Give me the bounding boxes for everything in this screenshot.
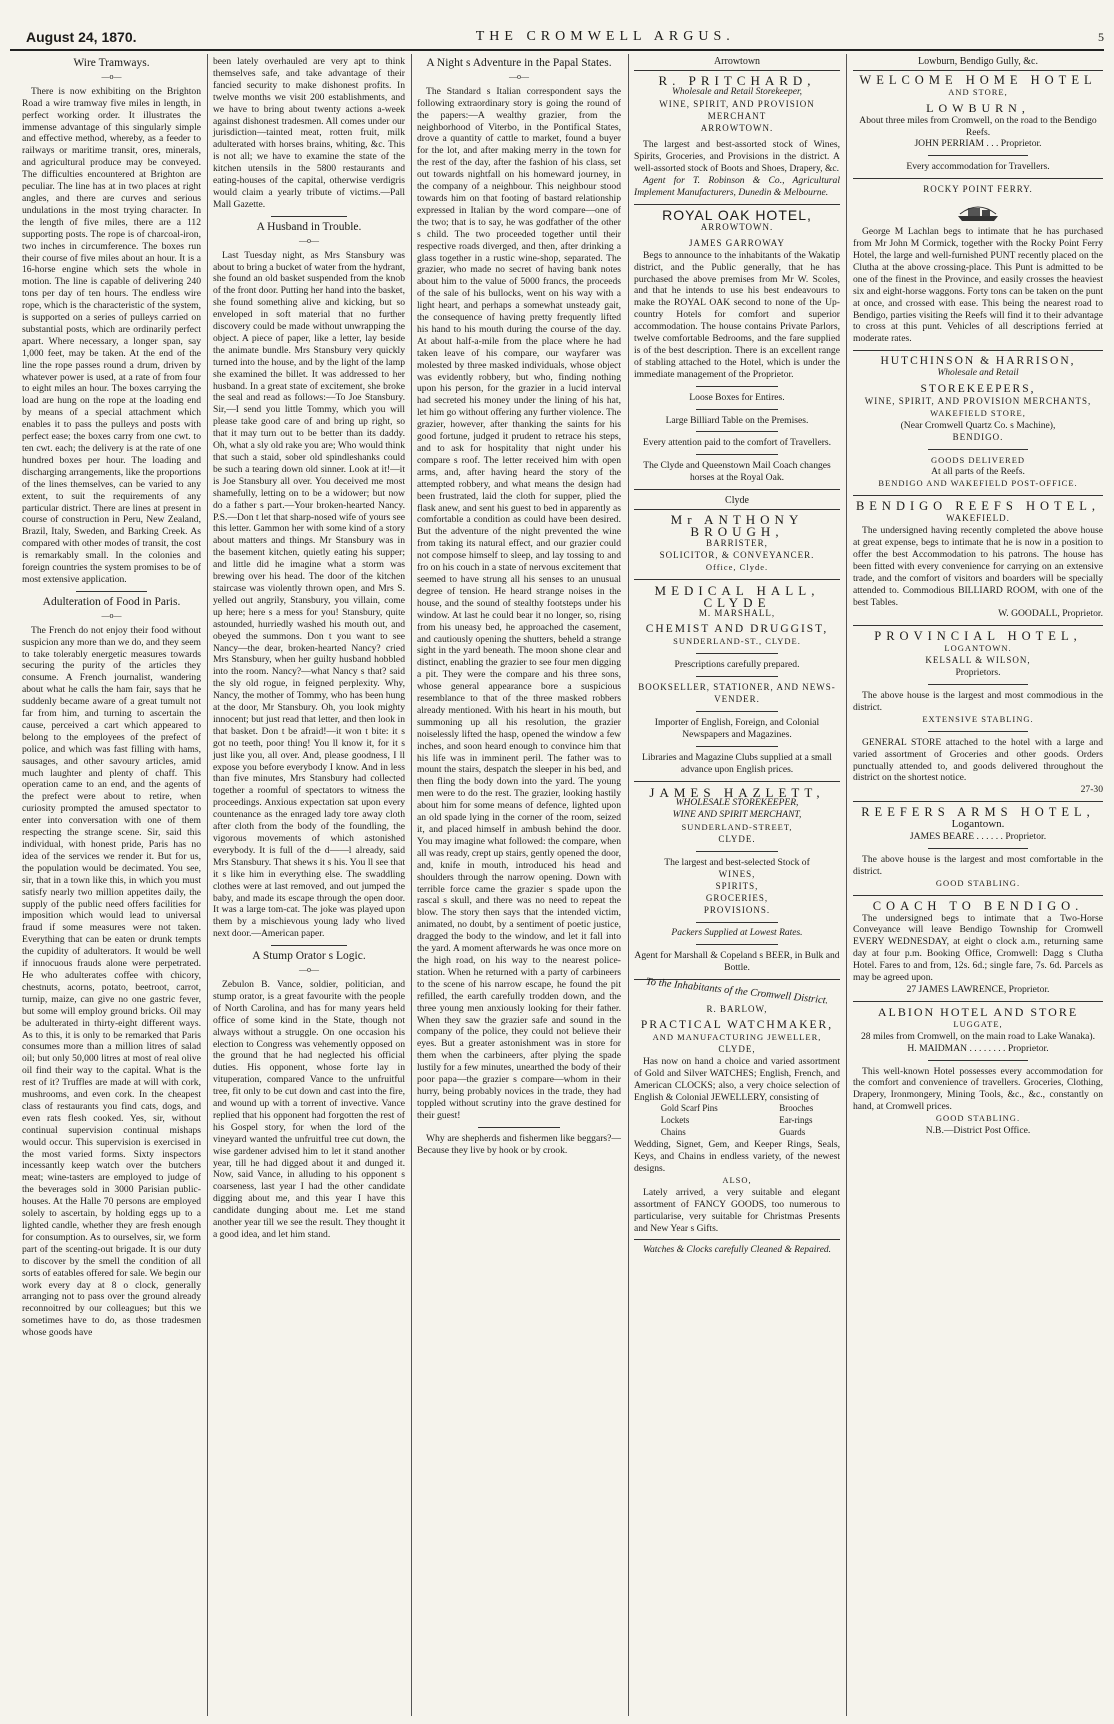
ad-medical-bookseller: BOOKSELLER, STATIONER, AND NEWS-VENDER.: [638, 682, 836, 704]
section-head-arrowtown: Arrowtown: [634, 56, 840, 71]
ad-barlow-list-item: Gold Scarf Pins: [660, 1103, 718, 1114]
ad-brough-name: Mr ANTHONY BROUGH,: [670, 512, 804, 539]
ad-pritchard-name: R. PRITCHARD,: [658, 72, 816, 88]
article-body-food-continued: been lately overhauled are very apt to think themselves safe, and take advantage of their fancied security to make dishonest profits. In twelve months we visit 200 establishments, and we have to bring about twenty actions a-week against dishonest tradesmen. All comes under our jurisdiction—tainted meat, rotten fruit, milk adulterated with horses brains, whiting, &c. This is not all; we have to examine the state of the kitchen utensils in the 5800 restaurants and eating-houses of the capital, otherwise verdigris would claim a yearly tribute of victims.—Pall Mall Gazette.: [213, 56, 405, 210]
ad-provincial-title: Proprietors.: [955, 667, 1001, 679]
ad-barlow-fancy: Lately arrived, a very suitable and elegant assortment of FANCY GOODS, too numerous to particularise, very suitable for Christmas Presents and New Year s Gifts.: [634, 1186, 840, 1234]
ad-royal-oak-name: ROYAL OAK HOTEL,: [662, 206, 812, 223]
section-head-lowburn: Lowburn, Bendigo Gully, &c.: [853, 56, 1103, 71]
ad-provincial-name: PROVINCIAL HOTEL,: [874, 629, 1082, 644]
ad-brough-title1: BARRISTER,: [706, 537, 768, 548]
ad-medical-hall-name: MEDICAL HALL, CLYDE: [654, 582, 820, 610]
article-title-wire-tramways: Wire Tramways.: [73, 57, 150, 69]
ad-albion-post: N.B.—District Post Office.: [925, 1125, 1031, 1137]
ad-coach-name: COACH TO BENDIGO.: [872, 898, 1084, 913]
ad-hutchinson-trade2: WINE, SPIRIT, AND PROVISION MERCHANTS,: [864, 395, 1092, 406]
ad-bendigo-reefs-signature: W. GOODALL, Proprietor.: [998, 608, 1103, 620]
article-body-husband: Last Tuesday night, as Mrs Stansbury was about to bring a bucket of water from the hydrant, she found an old basket suspended from the knob of the front door. Putting her hand into the basket, she found something alive and kicking, but so enveloped in soft material that no further discovery could be made without unwrapping the object. A piece of paper, like a letter, lay beside the animate bundle. Mrs Stansbury very quickly turned into the house, and by the light of the lamp she examined the billet. It was addressed to her husband. In a great state of excitement, she broke the seal and read as follows:—To Joe Stansbury. Sir,—I send you little Tommy, which you will please take good care of and bring up right, so that it may turn out to be better than its daddy. Oh, what a sly old rake you are; Who would think that such a staid, sober old spindleshanks could be such a tearing down old sinner. Look at it!—it is Joe Stansbury all over. You deceived me most shamefully, letting on to be a widower; but now do a father s part.—Your broken-hearted Nancy. P.S.—Don t let that sharp-nosed wife of yours see this letter. Gammon her with some kind of a story about matters and things. Mr Stansbury was in the basement kitchen, quietly eating his supper; and little did he imagine what a storm was brewing over his head. The door of the kitchen staircase was violently thrown open, and Mrs S. yelled out angrily, Stansbury, you villain, come up here; here s a mess for you! Stansbury, quite astounded, hurriedly washed his mouth out, and obeyed the summons. Don t you want to see Nancy—the dear, broken-hearted Nancy? cried Mrs Stansbury, when her guilty husband hobbled into the room. Nancy?—what Nancy s that? said the sly old rogue, in feigned perplexity. Why, Nancy, the mother of Tommy, who has been hung at the door, Mr Stansbury. Oh, you look mighty innocent; but just read that letter, and then look in that basket. Don t be afraid!—it won t bite: it s got no teeth, poor thing! You ll know it, for it s just like you, all over. And, please goodness, I ll expose you before everybody I know. And in less than five minutes, Mrs Stansbury had collected together a roomful of spectators to witness the proceedings. Anxious expectation sat upon every countenance as the enraged lady tore away cloth after cloth from the body of the foundling, the vigorous movements of which astonished everybody. It is full of the d——l already, said Mrs Stansbury. That shews it s his. You ll see that it s like him in everything else. The swaddling clothes were at last removed, and out jumped the baby, and made its escape through the open door. It was a large tom-cat. The joke was played upon them by a mischievous young lady who lived next door.—American paper.: [213, 249, 405, 940]
ad-hazlett-town: CLYDE.: [718, 834, 756, 845]
article-divider: [76, 591, 148, 592]
article-body-stump-orator: Zebulon B. Vance, soldier, politician, and stump orator, is a great favourite with the people of North Carolina, and has for many years held office of some kind in the State, though not always without a struggle. On one occasion his election to Congress was vehemently opposed on the ground that he had neglected his official duties. His opponent, whose forte lay in vituperation, compared Vance to the unfruitful tree, fit only to be cut down and cast into the fire, and wound up with a torrent of invective. Vance replied that his opponent had forgotten the rest of his Gospel story, for when the lord of the vineyard wanted the unfruitful tree cut down, the wise gardener advised him to let it stand another year, till he had digged about it and dunged it. Now, said Vance, in alluding to his opponent s coarseness, last year I had the other candidate digging about me, and this year I have this candidate dunging about me. Let me stand another year till we see the result. They thought it a good idea, and let him stand.: [213, 978, 405, 1240]
ad-hazlett-trade: WHOLESALE STOREKEEPER,: [675, 798, 799, 809]
ad-hutchinson-trade: STOREKEEPERS,: [920, 383, 1036, 396]
ad-albion-location: 28 miles from Cromwell, on the main road to Lake Wanaka).: [860, 1030, 1096, 1042]
ad-bendigo-reefs-name: BENDIGO REEFS HOTEL,: [855, 499, 1101, 514]
section-head-clyde: Clyde: [634, 495, 840, 510]
paper-title: THE CROMWELL ARGUS.: [475, 29, 735, 44]
ad-welcome-owner: JOHN PERRIAM . . . Proprietor.: [914, 138, 1042, 150]
ad-hazlett-trade2: WINE AND SPIRIT MERCHANT,: [672, 810, 802, 821]
header-rule: [10, 49, 1104, 51]
ad-welcome-town: LOWBURN,: [926, 100, 1030, 115]
ad-pritchard-town: ARROWTOWN.: [700, 122, 774, 133]
article-body-wire-tramways: There is now exhibiting on the Brighton Road a wire tramway five miles in length, in perfect working order. It illustrates the immense advantage of this singularly simple and effective method, whereby, as a feeder to railways or maritime transit, ores, minerals, and agricultural produce may be conveyed. The difficulties encountered at Brighton are peculiar. The line has at in two places at right angles, and there are curves and serious undulations in the most trying character. In the length of five miles, there are a 112 supporting posts. The rope is of charcoal-iron, two inches in circumference. The boxes run their course of five miles about an hour. It is a 16-horse engine which sets the whole in motion. The line is capable of delivering 240 tons per day of ten hours. The endless wire rope, which is the characteristic of the system, is supported on a series of pulleys carried on substantial posts, which are ordinarily perfect apart. Where necessary, a longer span, say 1,000 feet, may be taken. At the end of the line the rope passes round a drum, driven by whatever power is used, at a rate of from four to eight miles an hour. The boxes carrying the load are hung on the rope at the loading end by means of a special attachment which enables it to pass the pulleys and posts with perfect ease; the boxes carry from one cwt. to ten cwt. each; the delivery is at the rate of one hundred boxes per hour. The loading and discharging arrangements, like the proportions of the lines themselves, can be varied to any extent, to suit the requirements of any particular district. There are lines at present in course of construction in Peru, New Zealand, Brazil, Italy, Sweden, and Barking Creek. As compared with other modes of transit, the cost is remarkably small. In the colonies and foreign countries the system promises to be of most extensive application.: [22, 85, 201, 585]
ad-barlow-banner: To the Inhabitants of the Cromwell District.: [645, 976, 829, 1007]
ad-ferry-heading: ROCKY POINT FERRY.: [923, 184, 1033, 195]
ad-hutchinson-post: BENDIGO AND WAKEFIELD POST-OFFICE.: [878, 478, 1078, 489]
ad-barlow-list-item: Brooches: [779, 1103, 814, 1114]
ad-medical-libraries: Libraries and Magazine Clubs supplied at a small advance upon English prices.: [642, 751, 832, 775]
ad-albion-name: ALBION HOTEL AND STORE: [877, 1004, 1079, 1019]
riddle: Why are shepherds and fishermen like beggars?—Because they live by hook or by crook.: [417, 1132, 621, 1156]
ad-hazlett-street: SUNDERLAND-STREET,: [681, 822, 793, 833]
ferry-punt-icon: [954, 198, 1002, 224]
page-header: [10, 26, 1104, 48]
ad-barlow-list-item: Guards: [779, 1127, 806, 1138]
ad-barlow-list: [634, 1103, 840, 1139]
ad-hazlett-item: WINES,: [718, 868, 756, 879]
ad-barlow-trade: PRACTICAL WATCHMAKER,: [640, 1019, 834, 1032]
ad-barlow-trade2: AND MANUFACTURING JEWELLER,: [652, 1032, 822, 1042]
ad-royal-oak-boxes: Loose Boxes for Entires.: [689, 391, 785, 403]
article-divider: [271, 945, 348, 946]
ad-pritchard-text: The largest and best-assorted stock of Wines, Spirits, Groceries, and Provisions in the district. A well-assorted stock of Boots and Shoes, Drapery, &c.: [634, 139, 840, 175]
page-number: 5: [1097, 29, 1104, 44]
ad-ferry-text: George M Lachlan begs to intimate that he has purchased from Mr John M Cormick, together with the Rocky Point Ferry Hotel, the large and well-furnished PUNT recently placed on the Clutha at the above crossing-place. This Punt is admitted to be one of the finest in the Province, and easily crosses the heaviest six and eight-horse waggons. Forty tons can be taken on the punt at once, and crossed with ease. This being the nearest road to Bendigo, parties visiting the Reefs will find it to their advantage to cross at this punt. Vehicles of all descriptions ferried at moderate rates.: [853, 226, 1103, 345]
ad-medical-street: SUNDERLAND-ST., CLYDE.: [673, 636, 801, 647]
article-title-papal-states: A Night s Adventure in the Papal States.: [426, 57, 612, 69]
ad-pritchard-sub: Wholesale and Retail Storekeeper,: [672, 86, 802, 97]
ad-hazlett-agent: Agent for Marshall & Copeland s BEER, in Bulk and Bottle.: [634, 950, 840, 974]
title-ornament: —o—: [509, 71, 529, 81]
ad-welcome-accommodation: Every accommodation for Travellers.: [906, 161, 1050, 173]
ad-barlow-more: Wedding, Signet, Gem, and Keeper Rings, Seals, Keys, and Chains in endless variety, of the newest designs.: [634, 1139, 840, 1174]
ad-hazlett-stock: The largest and best-selected Stock of: [664, 857, 810, 869]
ad-albion-town: LUGGATE,: [953, 1018, 1003, 1029]
column-2: [209, 56, 409, 1716]
ad-provincial-ref: 27-30: [1080, 784, 1103, 796]
article-title-stump-orator: A Stump Orator s Logic.: [252, 950, 366, 963]
ad-bendigo-reefs-town: WAKEFIELD.: [946, 513, 1010, 524]
ad-royal-oak-billiard: Large Billiard Table on the Premises.: [665, 414, 809, 426]
column-divider: [207, 54, 208, 1716]
ad-bendigo-reefs-text: The undersigned having recently completed the above house at great expense, begs to intimate that he is now in a position to offer the best Accommodation to his patrons. The house has been fitted with every convenience for carrying on an extensive trade, and the comfort of visitors and boarders will be specially attended to. Commodious BILLIARD ROOM, with one of the best Tables.: [853, 525, 1103, 608]
ad-barlow-text: Has now on hand a choice and varied assortment of Gold and Silver WATCHES; English, French, and American CLOCKS; also, a very choice selection of English & Colonial JEWELLERY, consisting of: [634, 1055, 840, 1103]
title-ornament: —o—: [101, 71, 122, 81]
ad-hutchinson-town: BENDIGO.: [952, 431, 1004, 442]
title-ornament: —o—: [101, 610, 122, 620]
ad-barlow-also: ALSO,: [722, 1174, 752, 1185]
ad-hazlett-name: JAMES HAZLETT,: [649, 784, 825, 800]
article-divider: [478, 1127, 560, 1128]
issue-date: August 24, 1870.: [26, 29, 137, 45]
ad-barlow-footer: Watches & Clocks carefully Cleaned & Repaired.: [642, 1245, 832, 1256]
column-1: [18, 56, 205, 1716]
ad-welcome-location: About three miles from Cromwell, on the road to the Bendigo Reefs.: [859, 114, 1097, 138]
ad-barlow-town: CLYDE,: [718, 1043, 756, 1054]
ad-hutchinson-parts: At all parts of the Reefs.: [931, 466, 1025, 478]
ad-hazlett-item: GROCERIES,: [705, 892, 769, 903]
ad-reefers-town: Logantown.: [951, 818, 1005, 831]
ad-reefers-name: REEFERS ARMS HOTEL,: [861, 805, 1095, 820]
ad-royal-oak-attention: Every attention paid to the comfort of Travellers.: [642, 437, 832, 449]
ad-hazlett-packers: Packers Supplied at Lowest Rates.: [671, 927, 803, 938]
ad-hutchinson-name: HUTCHINSON & HARRISON,: [880, 355, 1076, 368]
ad-hutchinson-near: (Near Cromwell Quartz Co. s Machine),: [900, 419, 1056, 431]
column-4: [630, 56, 844, 1716]
ad-royal-oak-owner: JAMES GARROWAY: [689, 237, 785, 248]
ad-provincial-text: The above house is the largest and most commodious in the district.: [853, 689, 1103, 713]
ad-divider: [634, 204, 840, 205]
title-ornament: —o—: [299, 235, 319, 245]
column-divider: [411, 54, 412, 1716]
ad-hutchinson-store: WAKEFIELD STORE,: [930, 407, 1026, 418]
ad-medical-trade: CHEMIST AND DRUGGIST,: [645, 623, 829, 636]
article-body-food-paris: The French do not enjoy their food without suspicion any more than we do, and they seem to take tolerably energetic measures towards securing the purity of the articles they consume. A French journalist, wandering about what he calls the ham fair, says that he suddenly became aware of a great tumult not far from him, and turning to ascertain the cause, perceived a cart which appeared to belong to the employees of the prefect of police, and which was fast filling with hams, sausages, and other savoury articles, amid much laughter and plenty of chaff. This operation came to an end, and the agents of the prefect were about to retire, when curiosity prompted the amused spectator to enter into conversation with one of them respecting the strange scene. Sir, said this individual, with honest pride, Paris has no idea of the services we render it. But for us, the population would be decimated. You see, sir, that in a town like this, in which you must satisfy nearly two million appetites daily, the supply of the public need offers facilities for imposition which would lead to universal fraud if some measures were not taken. Everything that can be eaten or drunk tempts the cupidity of adulterators. It would be well if innocuous frauds alone were perpetrated. He who adulterates coffee with chicory, chestnuts, acorns, potato, beetroot, carrot, turnip, maize, can give no one gastric fever, but some will employ ground bricks. Oil may be adulterated in thirty-eight different ways. As to this, it is only to be remarked that Paris consumes more than a million litres of salad oil; but only 50,000 litres at most of real olive oil find their way to the capital. What is the rest of it? Truffles are made at will with cork, mushrooms, and even cork. In the cheapest class of restaurants you find cats, dogs, and even rats flesh cooked. Yes, sir, without continual supervision continual mishaps would occur. This supervision is exercised in the most varied forms. Sixty inspectors incessantly keep watch over the butchers meat; wine-tasters are employed to judge of the beverages sold in 3000 Parisian public-houses. At the Halle 70 persons are employed solely to ascertain, by holding eggs up to a lighted candle, whether they are fresh enough for consumption. As to ourselves, sir, we form part of the scenting-out brigade. It is our duty to discover by the smell the condition of all sorts of eatables offered for sale. We begin our work every day at 8 o clock, generally arranging not to pass over the ground already reconnoitred by our colleagues; but this we sometimes have to do, as those tradesmen whose goods have: [22, 624, 201, 1339]
ad-royal-oak-coach: The Clyde and Queenstown Mail Coach changes horses at the Royal Oak.: [643, 460, 831, 484]
ad-coach-signature: 27 JAMES LAWRENCE, Proprietor.: [906, 984, 1050, 995]
article-divider: [271, 216, 348, 217]
ad-barlow-name: R. BARLOW,: [706, 1004, 768, 1015]
article-body-papal-states: The Standard s Italian correspondent says the following extraordinary story is going the round of the papers:—A wealthy grazier, from the neighborhood of Viterbo, in the Pontifical States, drove a quantity of cattle to market, found a buyer for the lot, and after making merry in the town for the rest of the day, after the fashion of his class, set out towards nightfall on his homeward journey, in the company of a neighbour. This neighbour stood towards him on that footing of bastard relationship expressed in Italian by the word compare—one of the two; that is to say, he was godfather of the other s child. The two proceeded together until their respective roads diverged, and then, after drinking a glass together in a rustic wine-shop, separated. The grazier, who made no secret of having bank notes about him to the value of 5000 francs, the proceeds of the sale of his bullocks, went on his way with a light heart, and perhaps a somewhat unsteady gait, the consequence of having pretty frequently lifted his hand to his mouth during the course of the day. At about half-a-mile from the place where he had taken leave of his compare, our wayfarer was molested by three masked individuals, whose object was evidently robbery, but who, finding nothing upon his person, for the grazier in a lucid interval had secreted his money under the lining of his hat, let him go without offering any further violence. The grazier, however, after thanking the saints for his good fortune, judged it prudent to retrace his steps, and to ask for hospitality that night under his compare s roof. The letter received him with open arms, and, after having heard the story of the attempted robbery, and what means the design had been frustrated, laid the cloth for supper, plied the flask anew, and sent his guest to bed in apparently as comfortable a condition as could have been desired. But the adventure of the night prevented the wine from taking its natural effect, and our grazier could not compose himself to sleep, and lay tossing to and fro on his couch in a state of nervous excitement that seemed to have strung all his senses to an unusual degree of tension. He heard strange noises in the house, and the sound of stealthy footsteps under his window. At last he could bear it no longer, so, rising from his uneasy bed, he approached the casement, and cautiously opening the shutters, beheld a strange sight in the yard beneath. The moon shone clear and distinct, enabling the grazier to see four men digging a pit. They were the compare and his three sons, whose general appearance bore a suspicious resemblance to that of the three masked robbers already mentioned. With his heart in his mouth, but summoning up all his resolution, the grazier noiselessly lifted the hasp, opened the window a few inches, and soon heard enough to convince him that his life was in imminent peril. The father was to mount the stairs, despatch the sleeper in his bed, and then fling the body down into the yard. The young men were to do the rest. The grazier, looking hastily about him for some means of defence, lighted upon an old spade lying in the corner of the room, seized it, and placed himself in ambush behind the door. You may imagine what followed: the compare, when all was ready, crept up stairs, gently opened the door, and, knife in mouth, introduced his head and shoulders through the narrow opening. Down with terrible force came the grazier s spade upon the rascal s skull, and there was no need to repeat the blow. The story then says that the intended victim, animated, no doubt, by a sentiment of poetic justice, dragged the body to the window, and let it fall into the yard. A moment afterwards he was once more on the high road, on his way to the nearest police-station. When he returned with a party of carbineers to the scene of his narrow escape, he found the pit refilled, the earth carefully trodden down, and the three young men anxiously looking for their father. When they saw the grazier safe and sound in the company of the police, they could not believe their eyes. But a greater astonishment was in store for them when the carbineers, after plying the spade lustily for a few minutes, unearthed the body of their poor papa—the grazier s compare—whom in their hurry, being probably novices in the trade, they had toppled without scrutiny into the grave destined for their guest!: [417, 85, 621, 1121]
ad-albion-stabling: GOOD STABLING.: [935, 1113, 1021, 1124]
column-5: [849, 56, 1107, 1716]
ad-hutchinson-sub: Wholesale and Retail: [937, 368, 1019, 379]
column-divider: [846, 54, 847, 1716]
ad-welcome-home-name: WELCOME HOME HOTEL: [859, 72, 1097, 87]
ad-medical-owner: M. MARSHALL,: [698, 608, 776, 619]
ad-hazlett-item: PROVISIONS.: [703, 904, 771, 915]
ad-hazlett-item: SPIRITS,: [715, 880, 759, 891]
ad-provincial-stabling: EXTENSIVE STABLING.: [922, 713, 1034, 724]
ad-royal-oak-text: Begs to announce to the inhabitants of the Wakatip district, and the Public generally, that he has purchased the above premises from Mr W. Scoles, and that he intends to use his best endeavours to make the ROYAL OAK second to none of the Up-country Hotels for comfort and superior accommodation. The house contains Private Parlors, twelve comfortable Bedrooms, and the fare supplied is of the best description. There is an excellent range of stabling attached to the Hotel, which is under the immediate management of the Proprietor.: [634, 249, 840, 380]
ad-barlow-list-item: Ear-rings: [779, 1115, 813, 1126]
title-ornament: —o—: [299, 965, 319, 975]
ad-medical-importer: Importer of English, Foreign, and Colonial Newspapers and Magazines.: [654, 716, 820, 740]
ad-pritchard-trade: WINE, SPIRIT, AND PROVISION MERCHANT: [659, 98, 815, 121]
article-title-husband: A Husband in Trouble.: [256, 220, 362, 233]
ad-coach-text: The undersigned begs to intimate that a Two-Horse Conveyance will leave Bendigo Township for Cromwell EVERY WEDNESDAY, at eight o clock a.m., returning same day at four p.m. Booking Office, Cromwell: Dagg s Clutha Hotel. Fares to and from, 12s. 6d.; single fare, 7s. 6d. Parcels as may be agreed upon.: [853, 912, 1103, 984]
ad-albion-text: This well-known Hotel possesses every accommodation for the comfort and convenience of travellers. Groceries, Clothing, Drapery, Ironmongery, Mining Tools, &c., &c., constantly on hand, at Cromwell prices.: [853, 1065, 1103, 1113]
ad-provincial-owner: KELSALL & WILSON,: [925, 655, 1031, 666]
ad-welcome-store: AND STORE,: [948, 86, 1008, 97]
column-divider: [628, 54, 629, 1716]
column-3: [413, 56, 625, 1716]
ad-provincial-store: GENERAL STORE attached to the hotel with a large and varied assortment of Groceries and other goods. Orders punctually attended to, and goods delivered throughout the district on the shortest notice.: [853, 736, 1103, 784]
ad-provincial-town: LOGANTOWN.: [944, 643, 1012, 654]
ad-barlow-list-item: Lockets: [660, 1115, 690, 1126]
ad-albion-owner: H. MAIDMAN . . . . . . . . Proprietor.: [907, 1042, 1049, 1054]
ad-brough-title2: SOLICITOR, & CONVEYANCER.: [659, 549, 815, 560]
ad-pritchard-agent: Agent for T. Robinson & Co., Agricultural Implement Manufacturers, Dunedin & Melbourne.: [634, 175, 840, 199]
ad-reefers-text: The above house is the largest and most comfortable in the district.: [853, 853, 1103, 877]
ad-reefers-owner: JAMES BEARE . . . . . . Proprietor.: [909, 831, 1047, 843]
ad-medical-prescriptions: Prescriptions carefully prepared.: [674, 659, 800, 671]
article-title-food-paris: Adulteration of Food in Paris.: [42, 595, 181, 608]
ad-brough-office: Office, Clyde.: [705, 561, 769, 572]
ad-royal-oak-town: ARROWTOWN.: [700, 221, 774, 232]
ad-barlow-list-item: Chains: [660, 1127, 686, 1138]
ad-hutchinson-goods: GOODS DELIVERED: [930, 454, 1026, 465]
ad-reefers-stabling: GOOD STABLING.: [935, 877, 1021, 888]
